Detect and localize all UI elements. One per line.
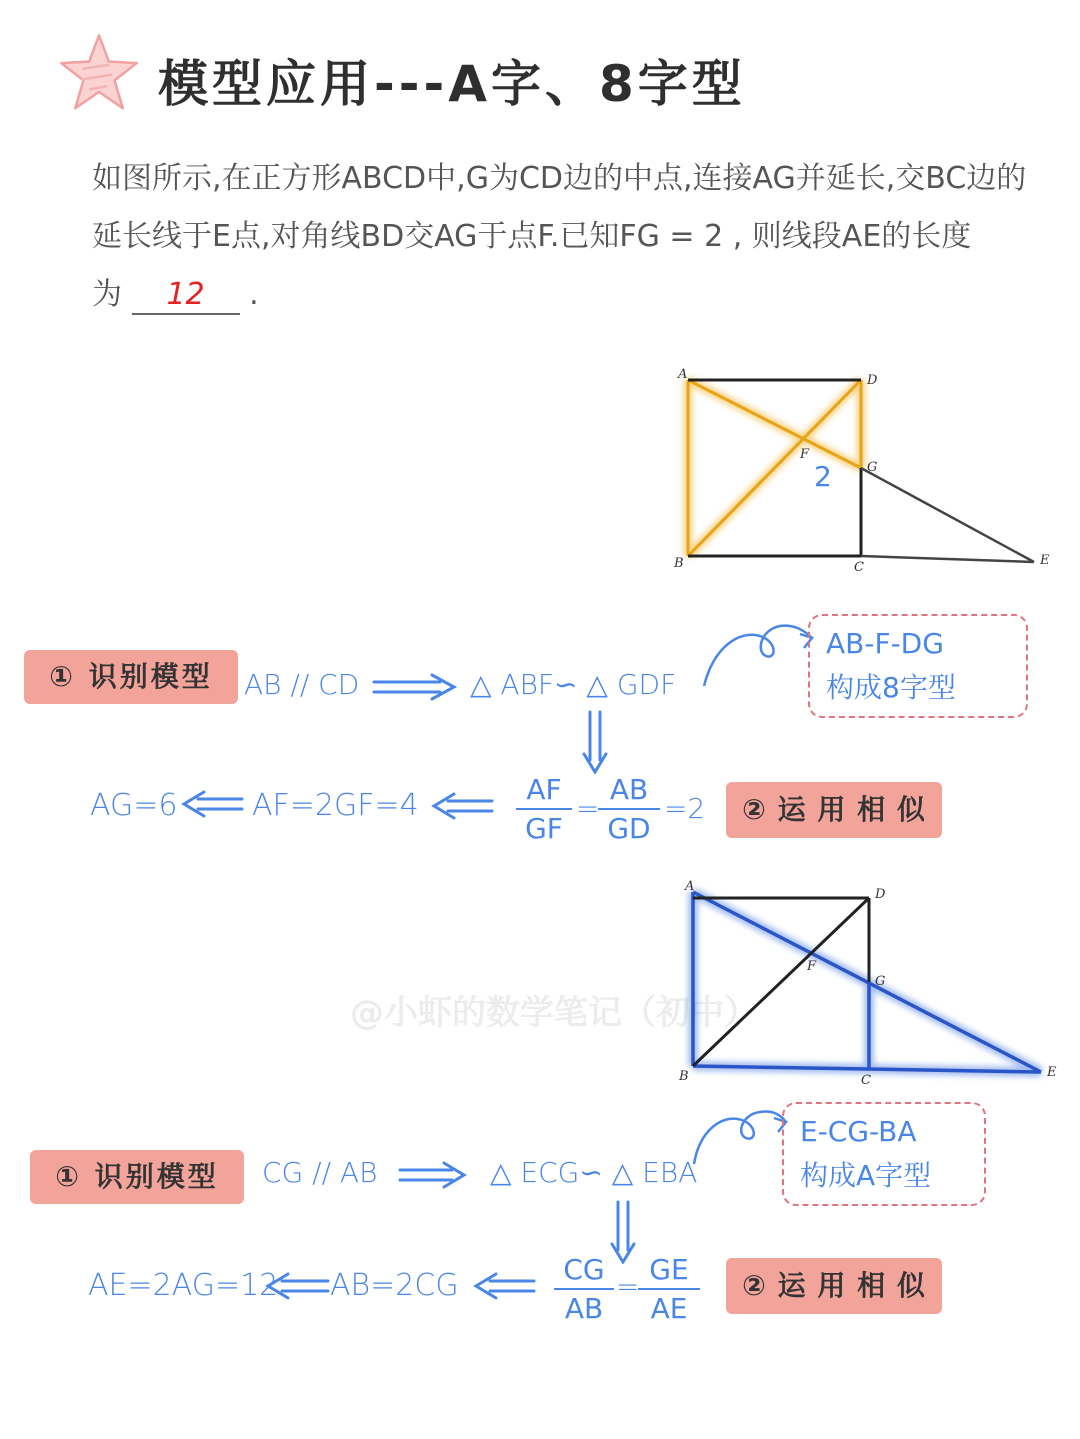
ratio-result: =2 [664,792,706,825]
model-note-1 [808,614,1028,718]
watermark: @小虾的数学笔记（初中） [350,993,758,1033]
fig2-label-d: D [875,887,886,902]
fig1-label-f: F [800,447,810,462]
curved-arrow-icon [690,1100,790,1168]
model-note-2-line-1: E-CG-BA [800,1115,917,1148]
identify-model-badge-2: ① 识别模型 [30,1150,244,1204]
apply-similarity-badge-2: ② 运 用 相 似 [726,1258,942,1314]
similar-triangles-2: △ ECG∽ △ EBA [490,1156,698,1189]
fig1-label-c: C [854,560,864,575]
fraction-ab-gd: $\frac{AB}{GD}$ [598,772,660,848]
parallel-statement-1: AB // CD [244,668,360,701]
equals-sign: = [576,792,600,825]
step-af: AF=2GF=4 [252,788,419,823]
double-arrow-left-icon [264,1272,330,1300]
similar-triangles-1: △ ABF∽ △ GDF [470,668,677,701]
fig1-label-b: B [674,556,684,571]
fig2-label-b: B [679,1069,689,1084]
fig2-label-g: G [875,974,886,989]
double-arrow-left-icon [180,790,244,818]
model-note-1-line-1: AB-F-DG [826,627,944,660]
apply-similarity-badge-1: ② 运 用 相 似 [726,782,942,838]
figure-1-square [660,360,1060,575]
fig1-label-g: G [867,460,878,475]
problem-statement [92,150,1077,324]
model-note-2 [782,1102,986,1206]
step-ab: AB=2CG [330,1268,459,1303]
fig2-label-c: C [861,1073,871,1088]
double-arrow-left-icon [472,1272,536,1300]
figure-2-square [675,878,1075,1093]
model-note-2-line-2: 构成A字型 [800,1159,932,1192]
fig1-label-a: A [678,367,688,382]
double-arrow-down-icon [580,710,610,774]
double-arrow-left-icon [430,792,494,820]
result-ae: AE=2AG=12 [88,1268,279,1303]
fig2-label-e: E [1047,1065,1057,1080]
page-title: 模型应用---A字、8字型 [158,55,746,113]
star-icon [58,32,140,114]
fig1-label-d: D [867,373,878,388]
curved-arrow-icon [700,612,818,690]
fraction-cg-ab: $\frac{CG}{AB}$ [554,1252,614,1328]
double-arrow-right-icon [398,1160,468,1190]
problem-line-1: 如图所示,在正方形ABCD中,G为CD边的中点,连接AG并延长,交BC边的 [92,161,1027,196]
fraction-ge-ae: $\frac{GE}{AE}$ [638,1252,700,1328]
fraction-af-gf: $\frac{AF}{GF}$ [516,772,572,848]
fig2-label-a: A [685,879,695,894]
model-note-1-line-2: 构成8字型 [826,671,956,704]
fig1-label-e: E [1040,553,1050,568]
fig1-fg-value: 2 [814,460,832,493]
answer-blank: 12 [132,275,240,315]
parallel-statement-2: CG // AB [262,1156,378,1189]
equals-sign: = [616,1270,640,1303]
problem-line-2: 延长线于E点,对角线BD交AG于点F.已知FG = 2 , 则线段AE的长度 [92,219,972,254]
result-ag: AG=6 [90,788,178,823]
fig2-label-f: F [807,959,817,974]
identify-model-badge-1: ① 识别模型 [24,650,238,704]
problem-line-3: 为 12 . [92,266,1077,324]
double-arrow-right-icon [372,672,458,702]
